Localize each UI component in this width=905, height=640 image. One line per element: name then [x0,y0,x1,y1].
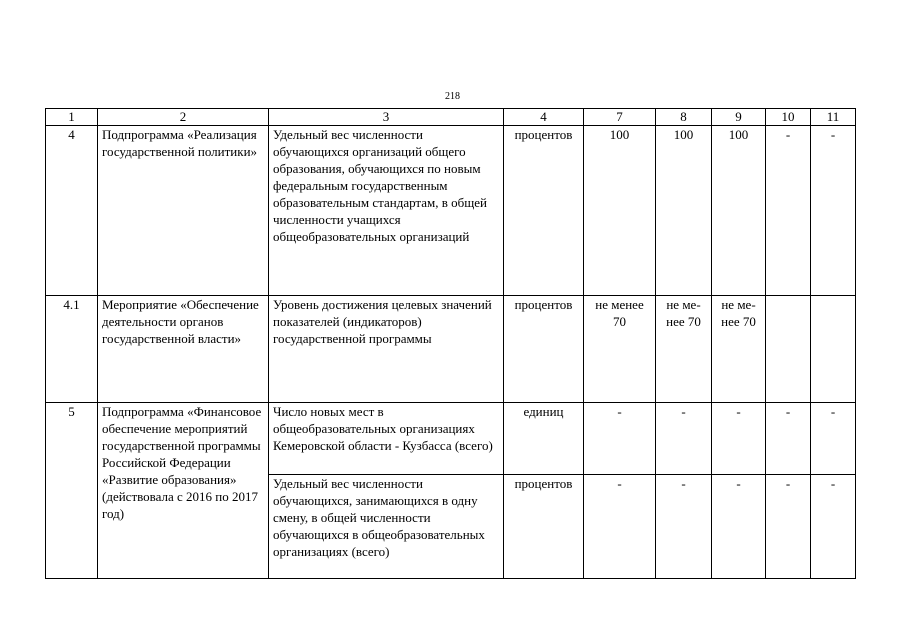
value-cell: - [766,403,811,475]
page-number: 218 [445,91,460,102]
value-cell: - [656,475,712,579]
value-cell: 100 [656,126,712,296]
header-cell: 11 [811,109,856,126]
program-name: Подпрограмма «Реализация государственной политики» [98,126,269,296]
header-cell: 3 [269,109,504,126]
value-cell: - [811,475,856,579]
value-cell: 100 [584,126,656,296]
value-cell: - [656,403,712,475]
table-row [46,296,856,403]
program-name: Подпрограмма «Финансовое обеспечение мероприятий государственной программы Российской Федерации «Развитие образования» (действовала с 2016 по 2017 год) [98,403,269,579]
value-cell [766,296,811,403]
header-cell: 2 [98,109,269,126]
value-cell: не менее 70 [584,296,656,403]
header-cell: 10 [766,109,811,126]
unit: процентов [504,296,584,403]
value-cell: - [766,475,811,579]
value-cell: - [584,475,656,579]
table-row [46,126,856,296]
unit: единиц [504,403,584,475]
table-row [46,403,856,475]
indicator-name: Число новых мест в общеобразовательных организациях Кемеровской области - Кузбасса (всего) [269,403,504,475]
row-number: 4 [46,126,98,296]
row-number: 5 [46,403,98,579]
value-cell: - [811,126,856,296]
value-cell: 100 [712,126,766,296]
unit: процентов [504,475,584,579]
value-cell: - [712,475,766,579]
value-cell: - [811,403,856,475]
value-cell [811,296,856,403]
indicators-table [45,108,856,579]
value-cell: не ме-нее 70 [656,296,712,403]
program-name: Мероприятие «Обеспечение деятельности органов государственной власти» [98,296,269,403]
indicator-name: Уровень достижения целевых значений показателей (индикаторов) государственной программы [269,296,504,403]
unit: процентов [504,126,584,296]
value-cell: - [712,403,766,475]
header-cell: 1 [46,109,98,126]
table-header-row [46,109,856,126]
header-cell: 9 [712,109,766,126]
value-cell: - [584,403,656,475]
indicator-name: Удельный вес численности обучающихся, занимающихся в одну смену, в общей численности обучающихся в общеобразовательных организациях (всего) [269,475,504,579]
header-cell: 8 [656,109,712,126]
header-cell: 7 [584,109,656,126]
row-number: 4.1 [46,296,98,403]
indicator-name: Удельный вес численности обучающихся организаций общего образования, обучающихся по новым федеральным государственным образовательным стандартам, в общей численности учащихся общеобразовательных организаций [269,126,504,296]
value-cell: - [766,126,811,296]
value-cell: не ме-нее 70 [712,296,766,403]
header-cell: 4 [504,109,584,126]
